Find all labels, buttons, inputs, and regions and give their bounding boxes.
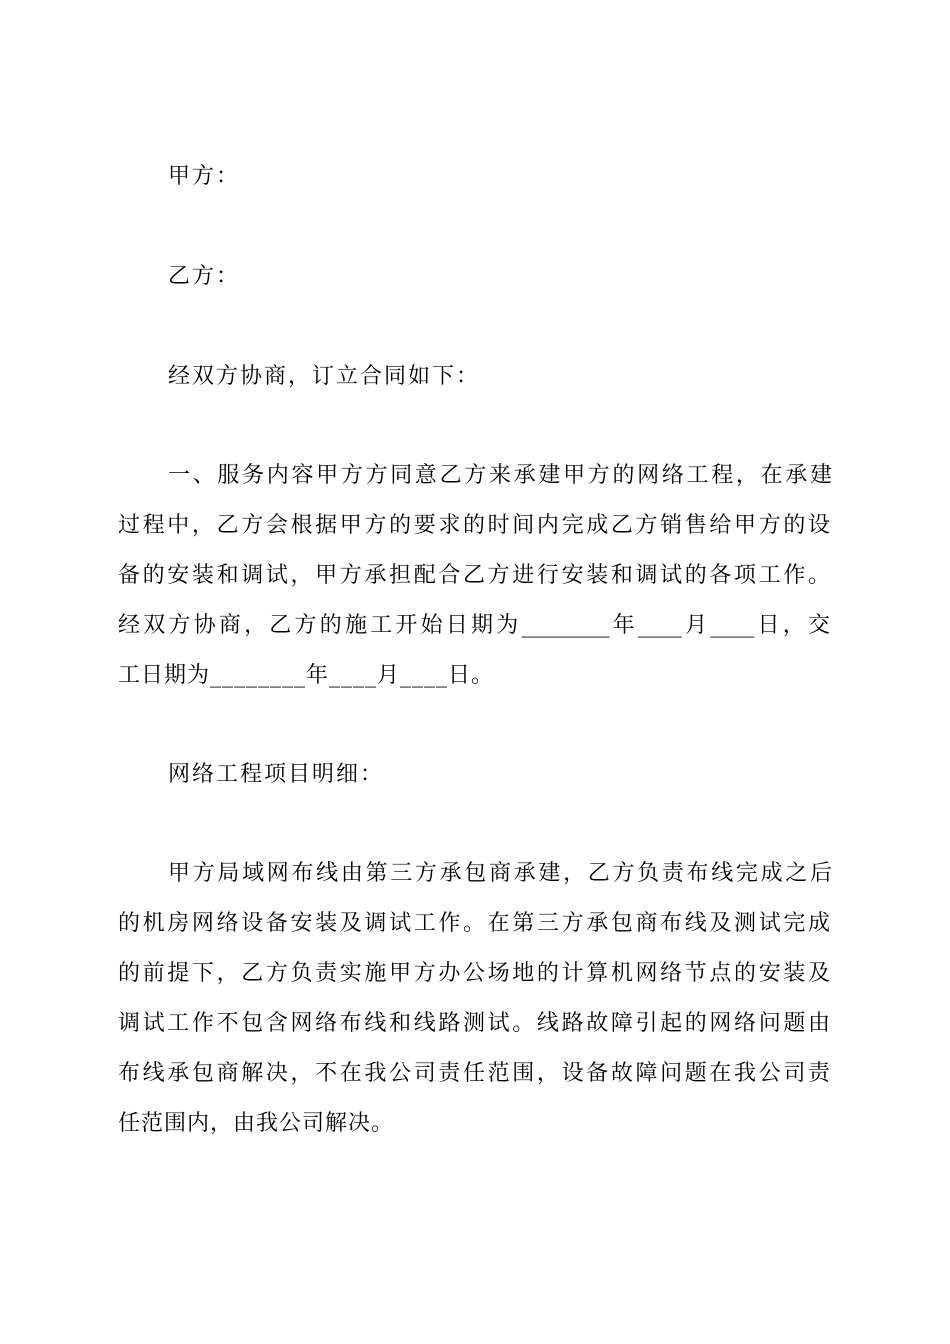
paragraph-line: 的机房网络设备安装及调试工作。在第三方承包商布线及测试完成: [118, 911, 830, 936]
party-b-label: 乙方：: [168, 264, 241, 289]
paragraph-line: 的前提下，乙方负责实施甲方办公场地的计算机网络节点的安装及: [118, 961, 830, 986]
contract-intro: 经双方协商，订立合同如下：: [168, 364, 481, 389]
paragraph-line: 过程中，乙方会根据甲方的要求的时间内完成乙方销售给甲方的设: [118, 513, 830, 538]
paragraph-line: 任范围内，由我公司解决。: [118, 1111, 395, 1136]
paragraph-line: 工日期为________年____月____日。: [118, 663, 495, 688]
paragraph-line: 经双方协商，乙方的施工开始日期为________年____月____日，交: [118, 613, 830, 638]
paragraph-line: 甲方局域网布线由第三方承包商承建，乙方负责布线完成之后: [168, 861, 832, 886]
party-a-label: 甲方：: [168, 164, 241, 189]
paragraph-line: 调试工作不包含网络布线和线路测试。线路故障引起的网络问题由: [118, 1011, 830, 1036]
paragraph-line: 一、服务内容甲方方同意乙方来承建甲方的网络工程，在承建: [168, 463, 832, 488]
project-details-heading: 网络工程项目明细：: [168, 762, 385, 787]
paragraph-line: 布线承包商解决，不在我公司责任范围，设备故障问题在我公司责: [118, 1061, 830, 1086]
paragraph-line: 备的安装和调试，甲方承担配合乙方进行安装和调试的各项工作。: [118, 563, 830, 588]
